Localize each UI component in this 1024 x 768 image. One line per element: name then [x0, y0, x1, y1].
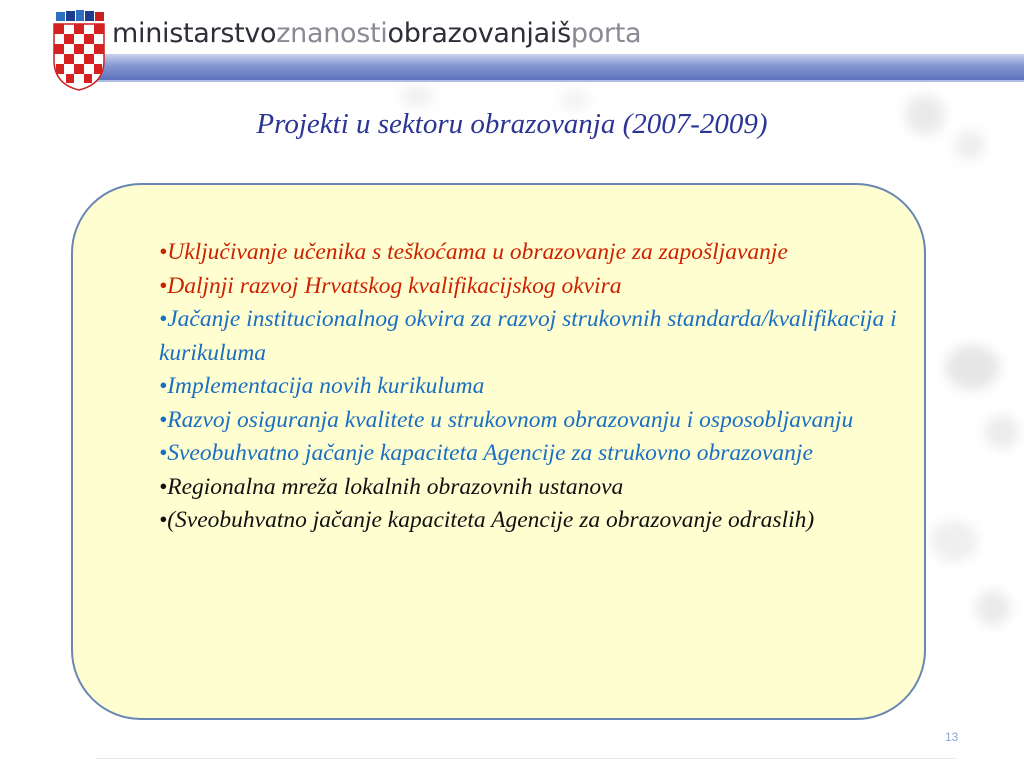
- bullet-item: •Uključivanje učenika s teškoćama u obrazovanje za zapošljavanje: [159, 239, 788, 265]
- background-decoration: [975, 590, 1011, 626]
- background-decoration: [400, 85, 434, 107]
- bullet-item: •Jačanje institucionalnog okvira za razvoj strukovnih standarda/kvalifikacija i kurikuluma: [159, 306, 897, 366]
- background-decoration: [945, 345, 1000, 390]
- ministry-text-part: obrazovanja: [387, 18, 550, 49]
- header-bar-underline: [96, 80, 1024, 82]
- bullet-item: •Regionalna mreža lokalnih obrazovnih ustanova: [159, 473, 624, 500]
- coat-of-arms-icon: [50, 10, 108, 92]
- bullet-item: •Razvoj osiguranja kvalitete u strukovnom obrazovanju i osposobljavanju: [159, 406, 854, 433]
- bullet-item: •Daljnji razvoj Hrvatskog kvalifikacijskog okvira: [159, 272, 622, 299]
- ministry-text-part: porta: [570, 18, 642, 49]
- page-number: 13: [945, 730, 959, 744]
- background-decoration: [930, 520, 978, 562]
- bullet-item: •Sveobuhvatno jačanje kapaciteta Agencije za strukovno obrazovanje: [159, 440, 813, 466]
- background-decoration: [560, 90, 590, 110]
- bullet-list: [159, 236, 909, 538]
- footer-divider: [96, 758, 956, 759]
- ministry-text-part: ministarstvo: [112, 18, 277, 49]
- ministry-logo-text: [112, 18, 641, 49]
- header-bar: [96, 54, 1024, 80]
- ministry-text-part: znanosti: [276, 18, 388, 49]
- background-decoration: [985, 415, 1019, 449]
- slide-title: Projekti u sektoru obrazovanja (2007-2009): [256, 108, 768, 140]
- bullet-item: •Implementacija novih kurikuluma: [159, 373, 485, 399]
- bullet-item: •(Sveobuhvatno jačanje kapaciteta Agencije za obrazovanje odraslih): [159, 507, 815, 533]
- ministry-text-part: iš: [549, 18, 571, 49]
